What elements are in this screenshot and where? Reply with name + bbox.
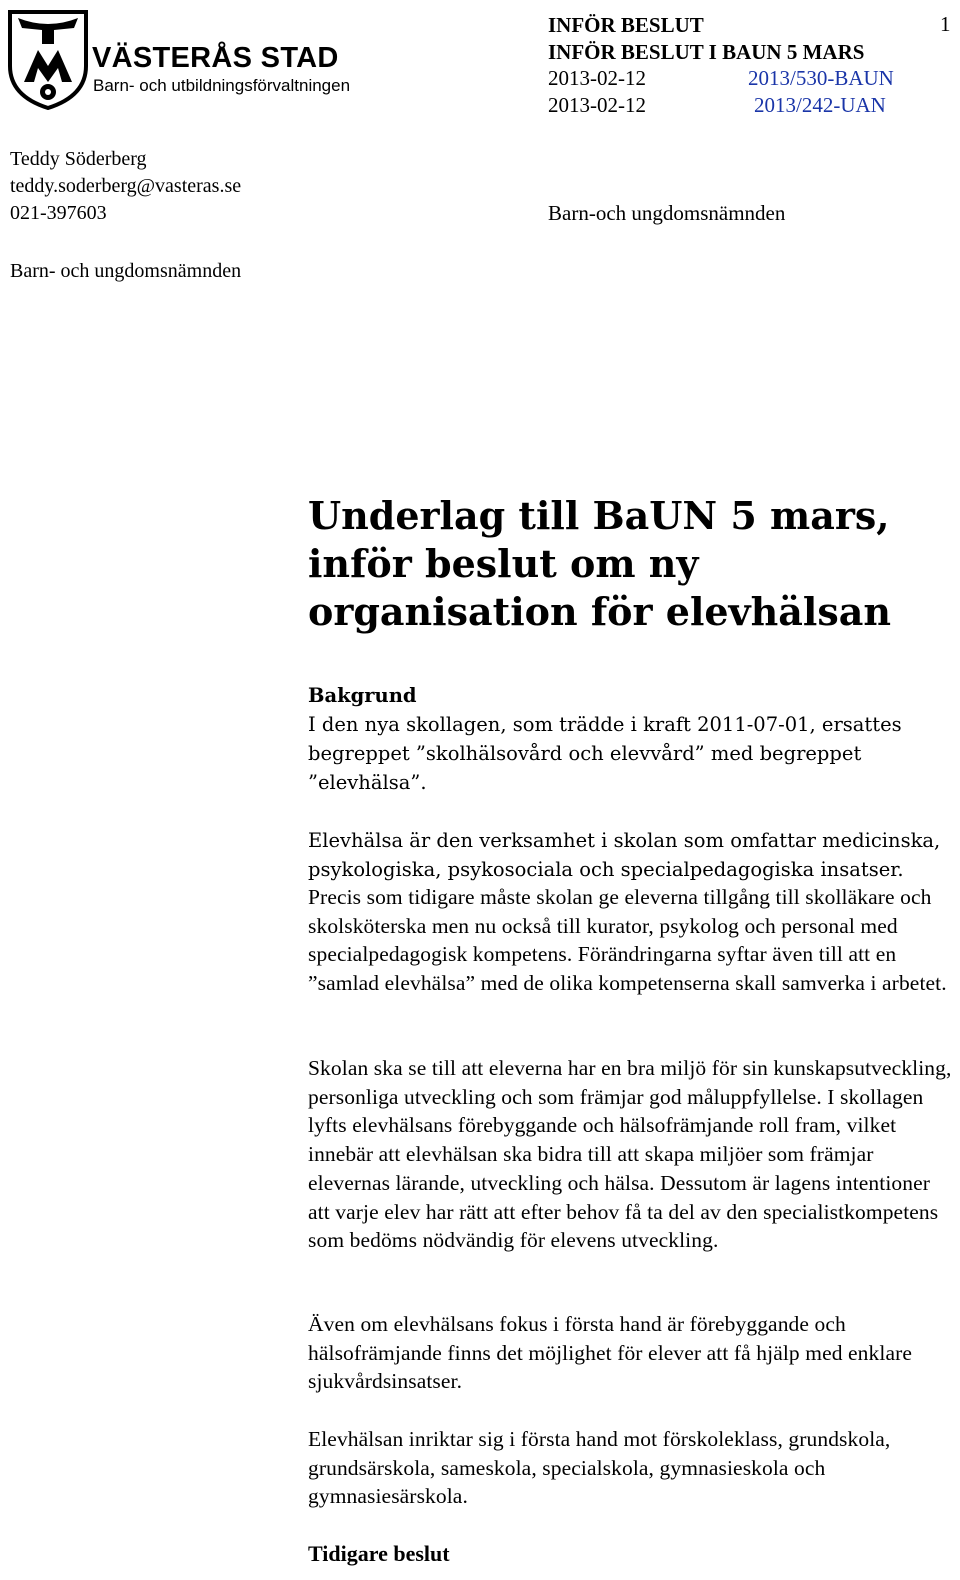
sender-email[interactable]: teddy.soderberg@vasteras.se [10, 175, 242, 197]
status-label: INFÖR BESLUT [548, 13, 704, 37]
paragraph: Även om elevhälsans fokus i första hand är förebyggande och hälsofrämjande finns det möjlighet för elever att få hjälp med enklare sjukvårdsinsatser. [308, 1312, 912, 1394]
document-date: 2013-02-12 [548, 66, 646, 90]
org-name: VÄSTERÅS STAD [92, 42, 339, 74]
page-number: 1 [940, 12, 951, 36]
sender-contact [10, 146, 241, 227]
paragraph: Elevhälsa är den verksamhet i skolan som omfattar medicinska, psykologiska, psykosociala och specialpedagogiska insatser. [308, 829, 941, 881]
status-label-meeting: INFÖR BESLUT I BAUN 5 MARS [548, 40, 865, 64]
paragraph: I den nya skollagen, som trädde i kraft 2011-07-01, ersattes begreppet ”skolhälsovård och elevvård” med begreppet ”elevhälsa”. [308, 713, 902, 794]
sender-phone: 021-397603 [10, 202, 107, 224]
document-body-2 [308, 826, 953, 884]
document-body-3 [308, 883, 953, 998]
recipient: Barn-och ungdomsnämnden [548, 201, 786, 225]
document-title: Underlag till BaUN 5 mars, inför beslut om ny organisation för elevhälsan [308, 493, 891, 634]
reference-number-2[interactable]: 2013/242-UAN [754, 93, 886, 117]
paragraph: Precis som tidigare måste skolan ge eleverna tillgång till skolläkare och skolsköterska men nu också till kurator, psykolog och personal med specialpedagogisk kompetens. Förändringarna syftar även till att en ”samlad elevhälsa” med de olika kompetenserna skall samverka i arbetet. [308, 885, 947, 996]
paragraph: Elevhälsan inriktar sig i första hand mot förskoleklass, grundskola, grundsärskola, sameskola, specialskola, gymnasieskola och gymnasiesärskola. [308, 1427, 891, 1509]
reference-number[interactable]: 2013/530-BAUN [748, 66, 894, 90]
paragraph: Skolan ska se till att eleverna har en bra miljö för sin kunskapsutveckling, personliga utveckling och som främjar god måluppfyllelse. I skollagen lyfts elevhälsans förebyggande och hälsofrämjande roll fram, vilket innebär att elevhälsan ska bidra till att skapa miljöer som främjar elevernas lärande, utveckling och hälsa. Dessutom är lagens intentioner att varje elev har rätt att efter behov få ta del av den specialistkompetens som bedöms nödvändig för elevens utveckling. [308, 1056, 952, 1253]
document-body [308, 681, 953, 797]
document-body-6 [308, 1425, 953, 1511]
addressee: Barn- och ungdomsnämnden [10, 260, 242, 282]
document-body-4 [308, 1054, 953, 1255]
document-date-2: 2013-02-12 [548, 93, 646, 117]
document-body-5 [308, 1310, 953, 1396]
department-name: Barn- och utbildningsförvaltningen [93, 76, 351, 95]
coat-of-arms-icon [4, 4, 92, 110]
section-heading-previous-decisions: Tidigare beslut [308, 1541, 450, 1566]
section-heading-background: Bakgrund [308, 684, 417, 707]
sender-name: Teddy Söderberg [10, 148, 147, 170]
